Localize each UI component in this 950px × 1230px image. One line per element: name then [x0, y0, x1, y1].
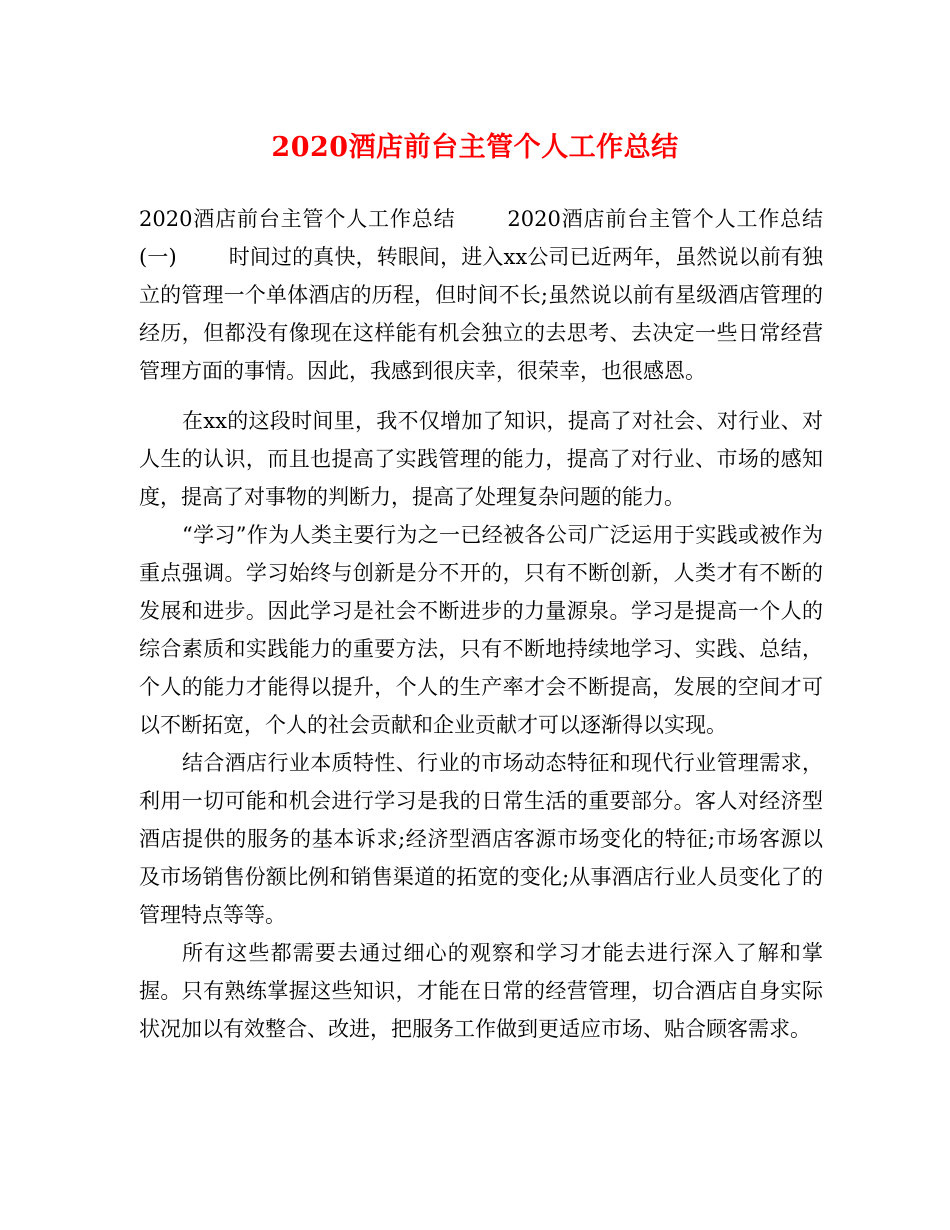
intro-paragraph	[139, 200, 823, 390]
intro-heading-b: 2020酒店前台主管个人工作总结(一)	[139, 207, 823, 269]
intro-text: 时间过的真快，转眼间，进入xx公司已近两年，虽然说以前有独立的管理一个单体酒店的历程，但时间不长;虽然说以前有星级酒店管理的经历，但都没有像现在这样能有机会独立的去思考、去决定一些日常经营管理方面的事情。因此，我感到很庆幸，很荣幸，也很感恩。	[139, 245, 824, 383]
intro-heading-a: 2020酒店前台主管个人工作总结	[139, 207, 456, 231]
body-paragraph-4: 所有这些都需要去通过细心的观察和学习才能去进行深入了解和掌握。只有熟练掌握这些知识，才能在日常的经营管理，切合酒店自身实际状况加以有效整合、改进，把服务工作做到更适应市场、贴合顾客需求。	[139, 941, 823, 1041]
document-body	[139, 200, 823, 1048]
document-title: 2020酒店前台主管个人工作总结	[271, 132, 679, 163]
body-paragraph-2: “学习”作为人类主要行为之一已经被各公司广泛运用于实践或被作为重点强调。学习始终与创新是分不开的，只有不断创新，人类才有不断的发展和进步。因此学习是社会不断进步的力量源泉。学习是提高一个人的综合素质和实践能力的重要方法，只有不断地持续地学习、实践、总结，个人的能力才能得以提升，个人的生产率才会不断提高，发展的空间才可以不断拓宽，个人的社会贡献和企业贡献才可以逐渐得以实现。	[139, 523, 823, 737]
body-paragraph-1: 在xx的这段时间里，我不仅增加了知识，提高了对社会、对行业、对人生的认识，而且也提高了实践管理的能力，提高了对行业、市场的感知度，提高了对事物的判断力，提高了处理复杂问题的能力。	[139, 409, 823, 509]
body-paragraph-3: 结合酒店行业本质特性、行业的市场动态特征和现代行业管理需求，利用一切可能和机会进行学习是我的日常生活的重要部分。客人对经济型酒店提供的服务的基本诉求;经济型酒店客源市场变化的特征;市场客源以及市场销售份额比例和销售渠道的拓宽的变化;从事酒店行业人员变化了的管理特点等等。	[139, 751, 823, 927]
